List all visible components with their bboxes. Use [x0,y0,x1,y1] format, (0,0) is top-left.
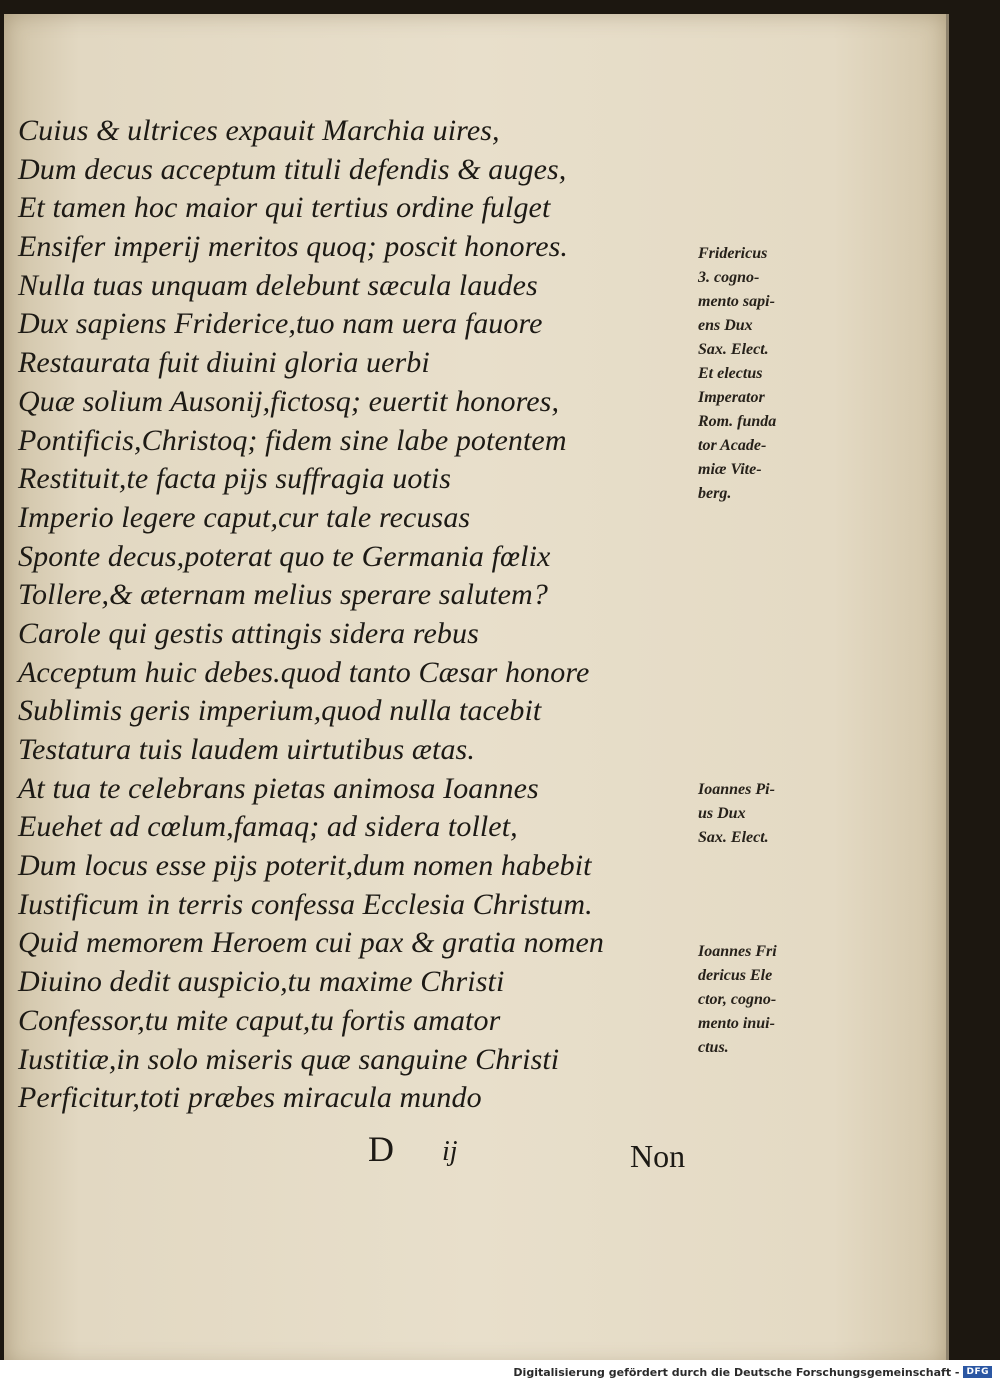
margin-note-line: Sax. Elect. [698,341,769,358]
verse-line: Tollere,& æternam melius sperare salutem? [18,578,548,612]
verse-line: Testatura tuis laudem uirtutibus ætas. [18,733,475,766]
verse-line: Imperio legere caput,cur tale recusas [18,500,471,534]
verse-line: Sponte decus,poterat quo te Germania fœlix [18,539,551,573]
verse-line: Quid memorem Heroem cui pax & gratia nomen [18,926,605,960]
margin-note-line: Ioannes Pi- [698,781,775,798]
footer-credit-text: Digitalisierung gefördert durch die Deutsche Forschungsgemeinschaft - [513,1365,960,1379]
verse-line: Iustitiæ,in solo miseris quæ sanguine Christi [18,1042,560,1076]
verse-line: Dum decus acceptum tituli defendis & auges, [18,152,567,186]
margin-note-line: ctus. [698,1039,729,1056]
verse-line: Perficitur,toti præbes miracula mundo [18,1081,482,1115]
verse-line: Restituit,te facta pijs suffragia uotis [18,462,452,496]
margin-note-line: us Dux [698,805,746,822]
verse-line: Pontificis,Christoq; fidem sine labe potentem [18,423,567,457]
verse-line: Iustificum in terris confessa Ecclesia Christum. [18,887,593,921]
margin-note-line: mento inui- [698,1015,775,1032]
verse-line: Carole qui gestis attingis sidera rebus [18,616,479,650]
margin-note-line: mento sapi- [698,293,775,310]
margin-note-line: Sax. Elect. [698,829,769,846]
margin-note-ioannes-pius [698,778,826,850]
margin-note-line: 3. cogno- [698,269,760,286]
verse-text [18,112,678,1118]
verse-line: Acceptum huic debes.quod tanto Cæsar honore [18,655,590,689]
verse-line: Ensifer imperij meritos quoq; poscit honores. [18,230,569,264]
margin-note-line: tor Acade- [698,437,767,454]
margin-note-line: ctor, cogno- [698,991,777,1008]
book-page [4,14,949,1366]
catchword: Non [630,1138,686,1174]
margin-note-line: miæ Vite- [698,461,762,478]
verse-line: At tua te celebrans pietas animosa Ioannes [18,771,539,805]
dfg-logo: DFG [963,1366,992,1378]
margin-note-ioannes-fridericus [698,940,826,1060]
verse-line: Euehet ad cœlum,famaq; ad sidera tollet, [18,810,518,844]
margin-note-line: Fridericus [698,245,768,262]
margin-note-line: berg. [698,485,732,502]
signature-number: ij [442,1136,458,1167]
verse-line: Cuius & ultrices expauit Marchia uires, [18,114,500,147]
margin-note-line: Ioannes Fri [698,943,777,960]
margin-note-line: dericus Ele [698,967,773,984]
footer [513,1362,992,1382]
verse-line: Et tamen hoc maior qui tertius ordine fulget [18,191,551,225]
margin-note-line: Et electus [698,365,763,382]
verse-line: Restaurata fuit diuini gloria uerbi [18,346,430,380]
verse-line: Quæ solium Ausonij,fictosq; euertit honores, [18,384,560,418]
margin-note-line: Imperator [698,389,765,406]
verse-line: Nulla tuas unquam delebunt sæcula laudes [18,268,538,302]
margin-note-line: ens Dux [698,317,753,334]
verse-line: Confessor,tu mite caput,tu fortis amator [18,1003,501,1037]
verse-line: Sublimis geris imperium,quod nulla tacebit [18,694,542,728]
verse-line: Dux sapiens Friderice,tuo nam uera fauore [18,307,543,341]
verse-line: Dum locus esse pijs poterit,dum nomen habebit [18,849,592,883]
margin-note-line: Rom. funda [698,413,777,430]
signature-letter: D [368,1129,394,1169]
margin-note-fridericus [698,242,826,506]
verse-line: Diuino dedit auspicio,tu maxime Christi [18,965,505,999]
